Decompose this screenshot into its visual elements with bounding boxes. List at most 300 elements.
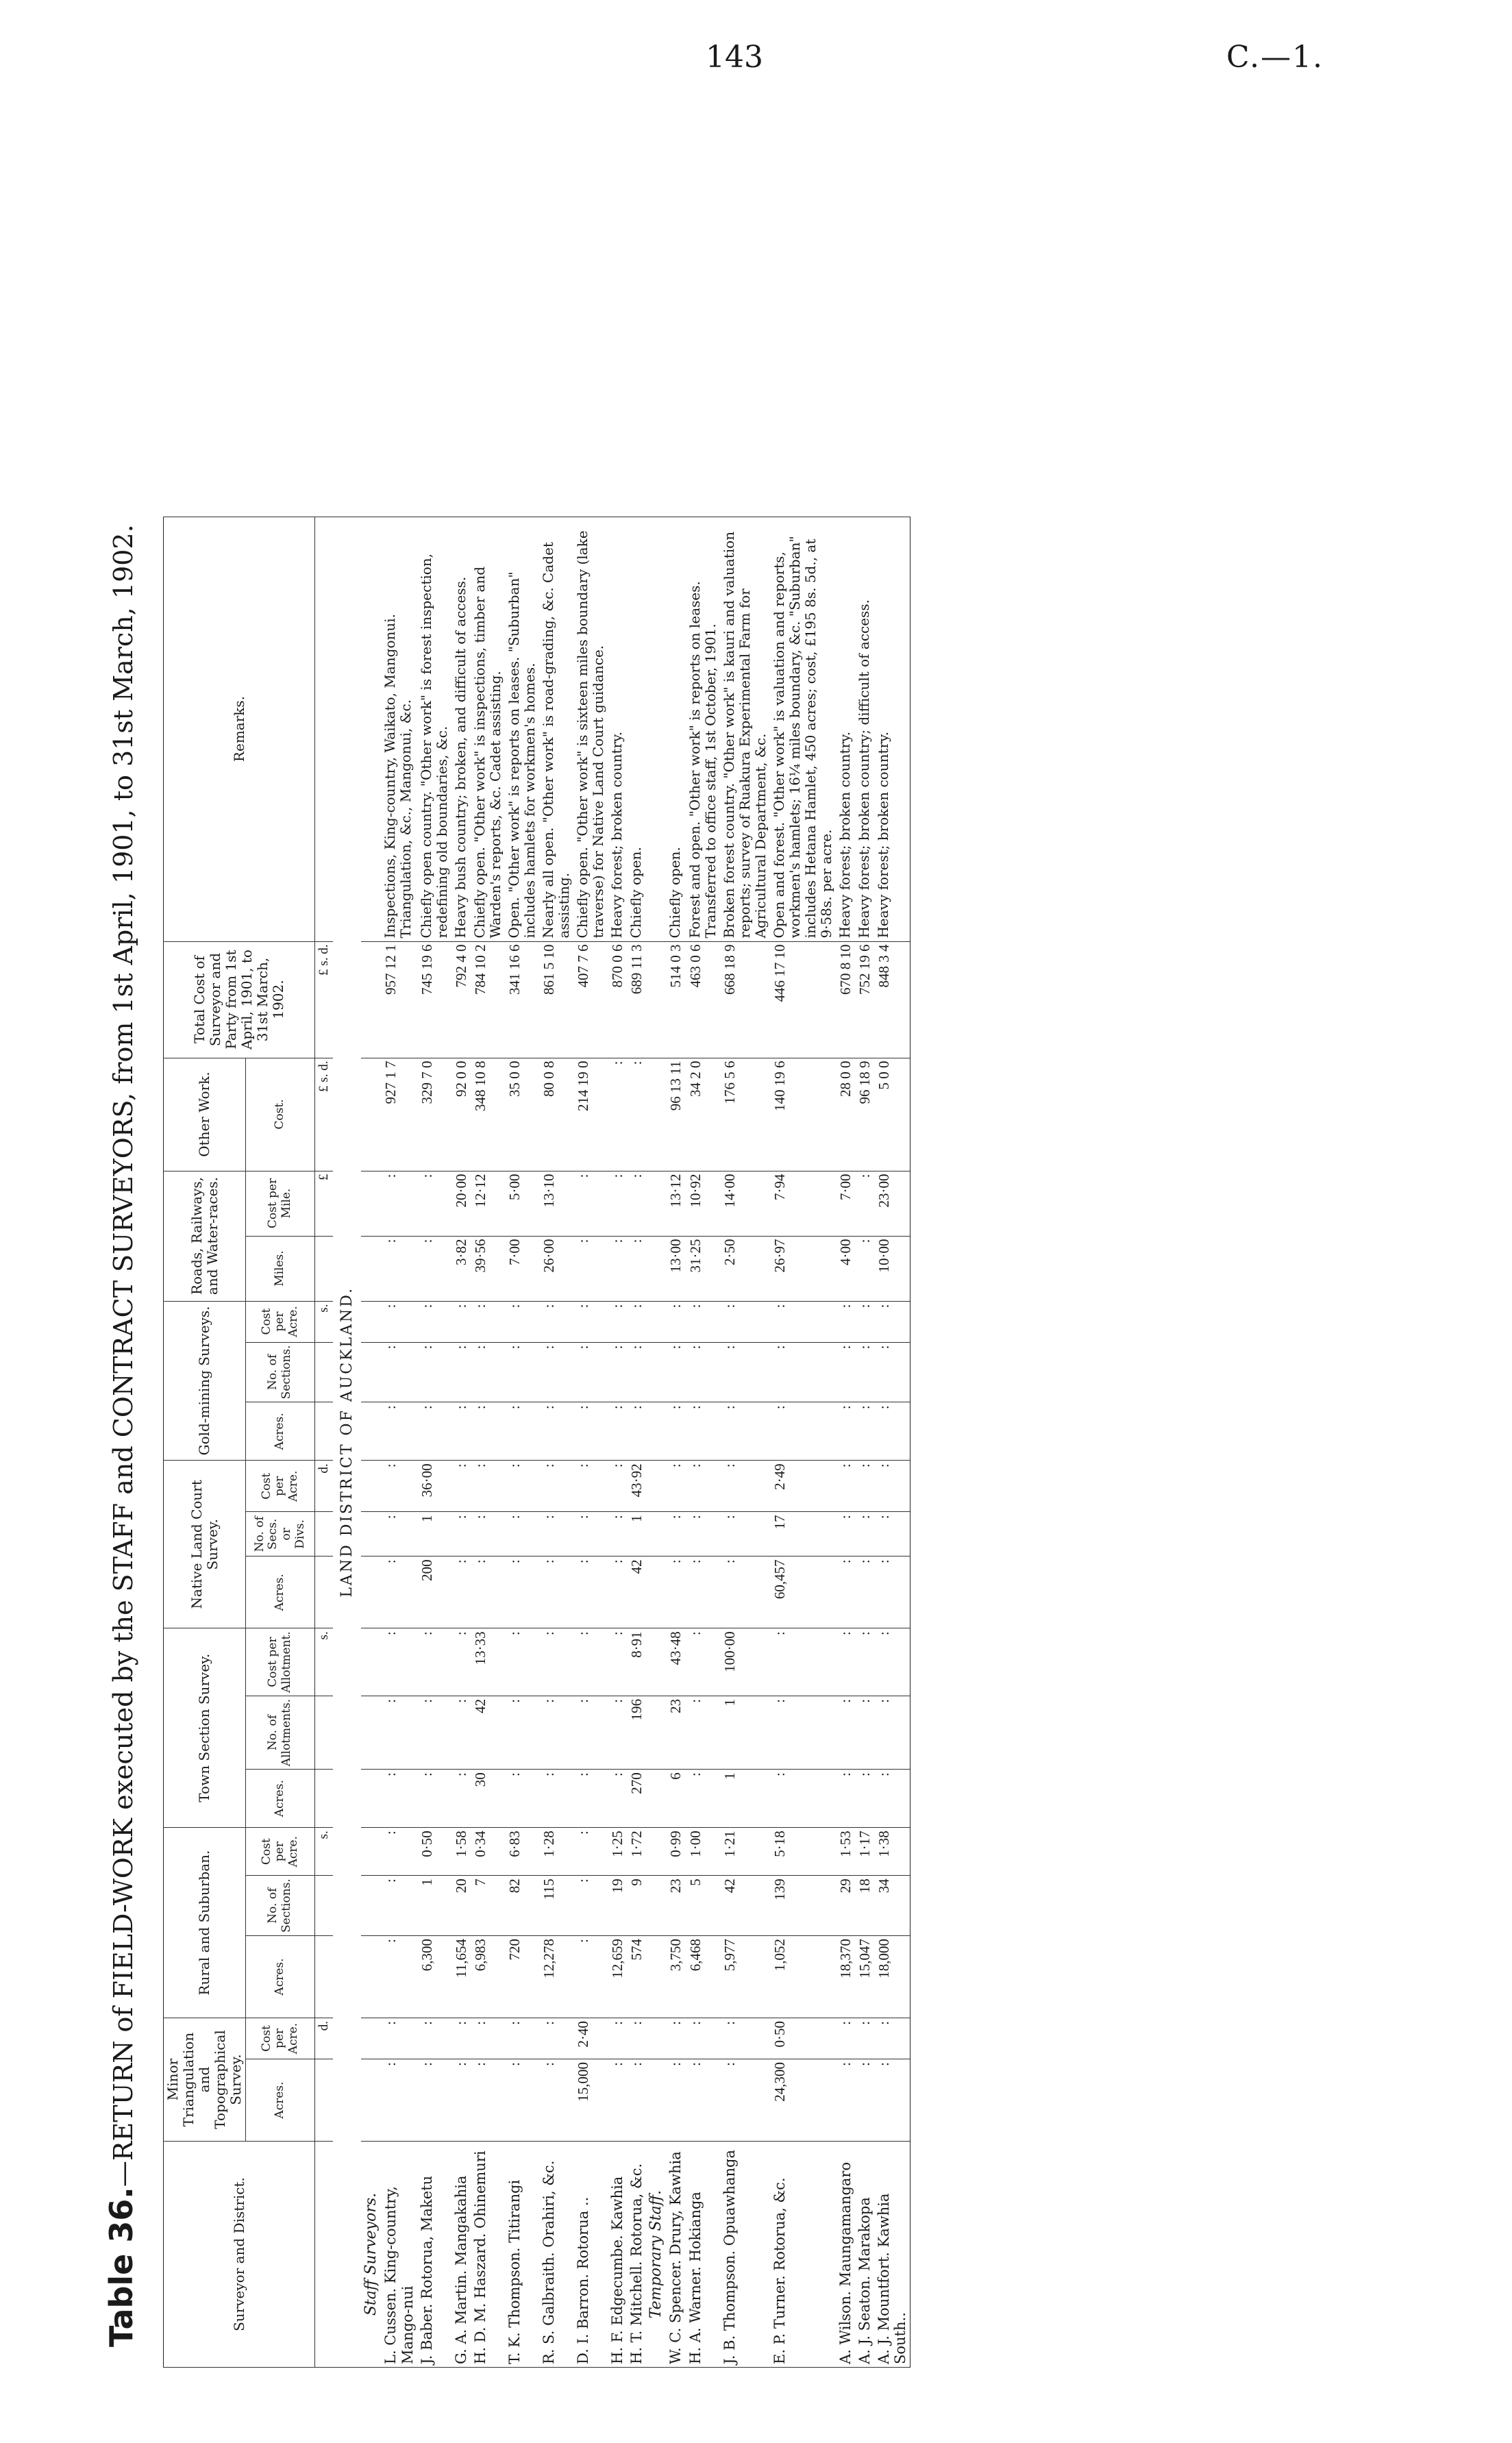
subhead-label: Staff Surveyors. — [361, 2142, 381, 2368]
cell-n-cost: : — [471, 1461, 505, 1512]
cell-other: 96 13 11 — [666, 1058, 685, 1171]
cell-g-secs: : — [451, 1342, 471, 1402]
cell-total: 668 18 9 — [720, 941, 770, 1058]
cell-n-cost: : — [720, 1461, 770, 1512]
cell-tri-acres: : — [505, 2059, 539, 2142]
cell-g-cost: : — [471, 1301, 505, 1342]
cell-per-mile: 13·10 — [539, 1171, 573, 1236]
cell-g-secs: : — [770, 1342, 836, 1402]
surveyor-cell: H. F. Edgecumbe. Kawhia — [608, 2142, 627, 2368]
cell-t-allot: : — [505, 1696, 539, 1769]
table-number: Table 36. — [103, 2187, 140, 2347]
cell-n-cost: 43·92 — [627, 1461, 646, 1512]
cell-n-secs: : — [451, 1512, 471, 1557]
cell-tri-cost: : — [836, 2018, 855, 2059]
cell-per-mile: 7·94 — [770, 1171, 836, 1236]
cell-g-acres: : — [686, 1402, 720, 1461]
surveyor-cell: E. P. Turner. Rotorua, &c. — [770, 2142, 836, 2368]
cell-t-allot: : — [770, 1696, 836, 1769]
cell-n-cost: : — [451, 1461, 471, 1512]
cell-r-cost: 1·17 — [855, 1828, 874, 1876]
cell-per-mile: 7·00 — [836, 1171, 855, 1236]
cell-t-allot: : — [686, 1696, 720, 1769]
cell-n-acres: : — [381, 1557, 417, 1628]
col-town: Town Section Survey. — [164, 1628, 246, 1828]
cell-g-cost: : — [608, 1301, 627, 1342]
cell-miles: 13·00 — [666, 1236, 685, 1301]
cell-g-cost: : — [417, 1301, 451, 1342]
unit-lsd: £ s. d. — [315, 1058, 333, 1171]
cell-n-secs: : — [666, 1512, 685, 1557]
cell-per-mile: 14·00 — [720, 1171, 770, 1236]
cell-r-secs: 29 — [836, 1876, 855, 1936]
cell-r-cost: 0·50 — [417, 1828, 451, 1876]
surveyor-cell: J. Baber. Rotorua, Maketu — [417, 2142, 451, 2368]
surveyor-cell: H. A. Warner. Hokianga — [686, 2142, 720, 2368]
surveyor-cell: D. I. Barron. Rotorua .. — [573, 2142, 608, 2368]
col-total: Total Cost of Surveyor and Party from 1st April, 1901, to 31st March, 1902. — [164, 941, 315, 1058]
cell-r-cost: 5·18 — [770, 1828, 836, 1876]
cell-tri-cost: : — [855, 2018, 874, 2059]
cell-n-cost: : — [874, 1461, 910, 1512]
cell-t-allot: : — [573, 1696, 608, 1769]
cell-g-secs: : — [836, 1342, 855, 1402]
cell-n-acres: : — [573, 1557, 608, 1628]
cell-t-allot: 23 — [666, 1696, 685, 1769]
sub-acres: Acres. — [246, 1402, 315, 1461]
cell-n-acres: : — [686, 1557, 720, 1628]
cell-t-acres: 30 — [471, 1770, 505, 1828]
cell-g-cost: : — [686, 1301, 720, 1342]
cell-r-cost: 6·83 — [505, 1828, 539, 1876]
cell-t-cost: 13·33 — [471, 1628, 505, 1696]
cell-g-cost: : — [720, 1301, 770, 1342]
cell-r-acres: 12,659 — [608, 1936, 627, 2018]
cell-t-allot: : — [608, 1696, 627, 1769]
cell-t-cost: : — [855, 1628, 874, 1696]
cell-r-cost: 0·99 — [666, 1828, 685, 1876]
sub-no-secs-divs: No. of Secs. or Divs. — [246, 1512, 315, 1557]
cell-r-secs: : — [381, 1876, 417, 1936]
col-surveyor: Surveyor and District. — [164, 2142, 315, 2368]
cell-n-cost: : — [666, 1461, 685, 1512]
cell-other: 35 0 0 — [505, 1058, 539, 1171]
cell-t-acres: : — [855, 1770, 874, 1828]
cell-tri-acres: : — [471, 2059, 505, 2142]
cell-t-allot: : — [836, 1696, 855, 1769]
remarks-cell: Heavy forest; broken country. — [836, 517, 855, 941]
subhead-row — [361, 517, 381, 2367]
cell-t-allot: : — [417, 1696, 451, 1769]
cell-g-acres: : — [627, 1402, 646, 1461]
cell-other: 28 0 0 — [836, 1058, 855, 1171]
cell-tri-cost: : — [381, 2018, 417, 2059]
remarks-cell: Chiefly open. — [627, 517, 646, 941]
surveyor-cell: R. S. Galbraith. Orahiri, &c. — [539, 2142, 573, 2368]
cell-tri-cost: 0·50 — [770, 2018, 836, 2059]
remarks-cell: Heavy bush country; broken, and difficult of access. — [451, 517, 471, 941]
col-native: Native Land Court Survey. — [164, 1461, 246, 1628]
cell-g-acres: : — [417, 1402, 451, 1461]
cell-r-cost: 1·58 — [451, 1828, 471, 1876]
section-row — [333, 517, 361, 2367]
cell-t-allot: 1 — [720, 1696, 770, 1769]
cell-n-secs: : — [686, 1512, 720, 1557]
cell-miles: : — [417, 1236, 451, 1301]
cell-n-acres: 60,457 — [770, 1557, 836, 1628]
table-row — [471, 517, 505, 2367]
cell-g-acres: : — [720, 1402, 770, 1461]
cell-n-acres: : — [720, 1557, 770, 1628]
cell-other: 329 7 0 — [417, 1058, 451, 1171]
cell-t-cost: : — [573, 1628, 608, 1696]
cell-miles: : — [608, 1236, 627, 1301]
cell-n-acres: : — [855, 1557, 874, 1628]
cell-g-cost: : — [666, 1301, 685, 1342]
cell-n-cost: : — [608, 1461, 627, 1512]
cell-t-allot: : — [874, 1696, 910, 1769]
cell-n-acres: : — [666, 1557, 685, 1628]
col-remarks: Remarks. — [164, 517, 315, 941]
cell-n-secs: 17 — [770, 1512, 836, 1557]
cell-n-secs: : — [836, 1512, 855, 1557]
unit-shillings: s. — [315, 1628, 333, 1696]
cell-t-acres: : — [608, 1770, 627, 1828]
cell-total: 745 19 6 — [417, 941, 451, 1058]
cell-n-cost: : — [836, 1461, 855, 1512]
cell-t-cost: : — [417, 1628, 451, 1696]
cell-tri-acres: : — [855, 2059, 874, 2142]
cell-miles: 4·00 — [836, 1236, 855, 1301]
page-number: 143 — [706, 40, 763, 75]
sub-cost-per-acre: Cost per Acre. — [246, 1461, 315, 1512]
remarks-cell: Chiefly open. "Other work" is sixteen miles boundary (lake traverse) for Native Land Court guidance. — [573, 517, 608, 941]
cell-r-acres: 15,047 — [855, 1936, 874, 2018]
cell-r-secs: 5 — [686, 1876, 720, 1936]
cell-other: 92 0 0 — [451, 1058, 471, 1171]
sub-cost: Cost. — [246, 1058, 315, 1171]
cell-r-secs: 34 — [874, 1876, 910, 1936]
cell-per-mile: 10·92 — [686, 1171, 720, 1236]
surveyor-cell: H. T. Mitchell. Rotorua, &c. — [627, 2142, 646, 2368]
cell-n-cost: : — [381, 1461, 417, 1512]
remarks-cell: Nearly all open. "Other work" is road-grading, &c. Cadet assisting. — [539, 517, 573, 941]
cell-per-mile: : — [627, 1171, 646, 1236]
cell-n-secs: : — [608, 1512, 627, 1557]
cell-g-acres: : — [451, 1402, 471, 1461]
cell-r-cost: : — [573, 1828, 608, 1876]
cell-g-acres: : — [539, 1402, 573, 1461]
cell-t-cost: : — [539, 1628, 573, 1696]
cell-total: 957 12 1 — [381, 941, 417, 1058]
cell-tri-cost: : — [686, 2018, 720, 2059]
cell-total: 784 10 2 — [471, 941, 505, 1058]
cell-r-acres: 18,000 — [874, 1936, 910, 2018]
cell-g-acres: : — [573, 1402, 608, 1461]
cell-g-acres: : — [471, 1402, 505, 1461]
cell-r-acres: 12,278 — [539, 1936, 573, 2018]
cell-t-allot: 196 — [627, 1696, 646, 1769]
table-row — [381, 517, 417, 2367]
cell-r-cost: 1·38 — [874, 1828, 910, 1876]
cell-t-acres: 1 — [720, 1770, 770, 1828]
cell-t-acres: : — [539, 1770, 573, 1828]
sub-acres: Acres. — [246, 1557, 315, 1628]
cell-g-acres: : — [855, 1402, 874, 1461]
cell-r-acres: 1,052 — [770, 1936, 836, 2018]
cell-r-acres: : — [573, 1936, 608, 2018]
cell-r-secs: 20 — [451, 1876, 471, 1936]
cell-r-secs: 82 — [505, 1876, 539, 1936]
cell-g-cost: : — [505, 1301, 539, 1342]
cell-miles: 39·56 — [471, 1236, 505, 1301]
cell-miles: : — [855, 1236, 874, 1301]
cell-r-cost: 1·72 — [627, 1828, 646, 1876]
table-row — [770, 517, 836, 2367]
cell-t-cost: : — [836, 1628, 855, 1696]
sub-cost-per-acre: Cost per Acre. — [246, 2018, 315, 2059]
cell-tri-acres: : — [686, 2059, 720, 2142]
cell-total: 792 4 0 — [451, 941, 471, 1058]
cell-r-secs: 23 — [666, 1876, 685, 1936]
cell-other: 34 2 0 — [686, 1058, 720, 1171]
cell-r-secs: 1 — [417, 1876, 451, 1936]
cell-n-secs: : — [381, 1512, 417, 1557]
unit-lsd: £ s. d. — [315, 941, 333, 1058]
cell-tri-acres: : — [874, 2059, 910, 2142]
cell-r-secs: 7 — [471, 1876, 505, 1936]
cell-g-secs: : — [627, 1342, 646, 1402]
cell-t-acres: 6 — [666, 1770, 685, 1828]
cell-r-cost: : — [381, 1828, 417, 1876]
cell-other: 214 19 0 — [573, 1058, 608, 1171]
cell-g-cost: : — [770, 1301, 836, 1342]
cell-n-acres: : — [608, 1557, 627, 1628]
cell-tri-cost: 2·40 — [573, 2018, 608, 2059]
cell-r-secs: 139 — [770, 1876, 836, 1936]
cell-g-secs: : — [720, 1342, 770, 1402]
cell-total: 407 7 6 — [573, 941, 608, 1058]
cell-total: 670 8 10 — [836, 941, 855, 1058]
remarks-cell: Open and forest. "Other work" is valuation and reports, workmen's hamlets; 16¼ miles boundary, &c. "Suburban" includes Hetana Hamlet, 450 acres; cost, £195 8s. 5d., at 9·58s. per acre. — [770, 517, 836, 941]
table-row — [608, 517, 627, 2367]
surveyor-cell: A. Wilson. Maungamangaro — [836, 2142, 855, 2368]
cell-g-cost: : — [836, 1301, 855, 1342]
document-reference: C.—1. — [1226, 40, 1324, 75]
cell-n-secs: : — [505, 1512, 539, 1557]
cell-n-secs: 1 — [627, 1512, 646, 1557]
cell-n-acres: 200 — [417, 1557, 451, 1628]
cell-n-acres: : — [836, 1557, 855, 1628]
cell-tri-acres: 24,300 — [770, 2059, 836, 2142]
cell-n-cost: : — [505, 1461, 539, 1512]
cell-g-acres: : — [836, 1402, 855, 1461]
cell-tri-cost: : — [471, 2018, 505, 2059]
cell-tri-acres: : — [381, 2059, 417, 2142]
cell-miles: : — [381, 1236, 417, 1301]
units-row — [315, 517, 333, 2367]
cell-t-cost: : — [608, 1628, 627, 1696]
remarks-cell: Chiefly open. — [666, 517, 685, 941]
cell-t-cost: 8·91 — [627, 1628, 646, 1696]
cell-tri-acres: : — [417, 2059, 451, 2142]
cell-miles: 31·25 — [686, 1236, 720, 1301]
table-row — [686, 517, 720, 2367]
cell-tri-acres: : — [451, 2059, 471, 2142]
cell-g-cost: : — [381, 1301, 417, 1342]
sub-cost-per-allotment: Cost per Allotment. — [246, 1628, 315, 1696]
cell-r-secs: 18 — [855, 1876, 874, 1936]
table-row — [573, 517, 608, 2367]
cell-other: 348 10 8 — [471, 1058, 505, 1171]
cell-t-acres: : — [451, 1770, 471, 1828]
cell-g-cost: : — [539, 1301, 573, 1342]
cell-miles: 7·00 — [505, 1236, 539, 1301]
cell-miles: 3·82 — [451, 1236, 471, 1301]
field-work-table — [163, 517, 910, 2368]
cell-total: 514 0 3 — [666, 941, 685, 1058]
col-roads: Roads, Railways, and Water-races. — [164, 1171, 246, 1301]
cell-total: 752 19 6 — [855, 941, 874, 1058]
cell-other: 5 0 0 — [874, 1058, 910, 1171]
cell-g-acres: : — [381, 1402, 417, 1461]
table-row — [627, 517, 646, 2367]
surveyor-cell: A. J. Seaton. Marakopa — [855, 2142, 874, 2368]
cell-n-acres: : — [874, 1557, 910, 1628]
cell-g-cost: : — [855, 1301, 874, 1342]
remarks-cell: Inspections, King-country, Waikato, Mangonui. Triangulation, &c., Mangonui, &c. — [381, 517, 417, 941]
cell-r-cost: 1·28 — [539, 1828, 573, 1876]
cell-t-cost: : — [505, 1628, 539, 1696]
table-row — [417, 517, 451, 2367]
cell-g-secs: : — [539, 1342, 573, 1402]
cell-g-secs: : — [381, 1342, 417, 1402]
cell-g-secs: : — [471, 1342, 505, 1402]
remarks-cell: Forest and open. "Other work" is reports on leases. Transferred to office staff, 1st October, 1901. — [686, 517, 720, 941]
sub-cost-per-acre: Cost per Acre. — [246, 1301, 315, 1342]
unit-shillings: s. — [315, 1301, 333, 1342]
cell-n-acres: : — [539, 1557, 573, 1628]
cell-tri-cost: : — [417, 2018, 451, 2059]
cell-n-secs: : — [471, 1512, 505, 1557]
cell-g-cost: : — [874, 1301, 910, 1342]
unit-pound: £ — [315, 1171, 333, 1236]
cell-r-acres: 6,300 — [417, 1936, 451, 2018]
cell-g-acres: : — [874, 1402, 910, 1461]
cell-n-cost: : — [855, 1461, 874, 1512]
unit-shillings: s. — [315, 1828, 333, 1876]
unit-pence: d. — [315, 2018, 333, 2059]
cell-g-secs: : — [608, 1342, 627, 1402]
cell-per-mile: 20·00 — [451, 1171, 471, 1236]
cell-g-secs: : — [686, 1342, 720, 1402]
rotated-table-block — [103, 121, 1391, 2368]
cell-r-secs: 42 — [720, 1876, 770, 1936]
surveyor-cell: J. B. Thompson. Opuawhanga — [720, 2142, 770, 2368]
cell-g-secs: : — [855, 1342, 874, 1402]
cell-tri-acres: : — [608, 2059, 627, 2142]
cell-total: 848 3 4 — [874, 941, 910, 1058]
cell-miles: 10·00 — [874, 1236, 910, 1301]
cell-g-secs: : — [417, 1342, 451, 1402]
remarks-cell: Broken forest country. "Other work" is kauri and valuation reports; survey of Ruakura Experimental Farm for Agricultural Department, &c. — [720, 517, 770, 941]
cell-r-cost: 1·21 — [720, 1828, 770, 1876]
cell-per-mile: : — [855, 1171, 874, 1236]
cell-g-secs: : — [874, 1342, 910, 1402]
cell-t-acres: : — [417, 1770, 451, 1828]
cell-n-acres: : — [471, 1557, 505, 1628]
cell-total: 870 0 6 — [608, 941, 627, 1058]
cell-per-mile: : — [573, 1171, 608, 1236]
cell-miles: : — [573, 1236, 608, 1301]
cell-t-acres: : — [686, 1770, 720, 1828]
cell-tri-cost: : — [451, 2018, 471, 2059]
cell-t-acres: : — [874, 1770, 910, 1828]
cell-n-acres: : — [451, 1557, 471, 1628]
surveyor-cell: W. C. Spencer. Drury, Kawhia — [666, 2142, 685, 2368]
cell-r-acres: 720 — [505, 1936, 539, 2018]
cell-tri-cost: : — [539, 2018, 573, 2059]
cell-n-secs: : — [720, 1512, 770, 1557]
cell-t-cost: 100·00 — [720, 1628, 770, 1696]
cell-g-acres: : — [608, 1402, 627, 1461]
cell-t-cost: : — [451, 1628, 471, 1696]
table-row — [874, 517, 910, 2367]
sub-no-sections: No. of Sections. — [246, 1876, 315, 1936]
cell-tri-cost: : — [608, 2018, 627, 2059]
cell-g-secs: : — [573, 1342, 608, 1402]
cell-tri-acres: : — [666, 2059, 685, 2142]
cell-n-cost: : — [539, 1461, 573, 1512]
table-title-text: —RETURN of FIELD-WORK executed by the STAFF and CONTRACT SURVEYORS, from 1st April, 1901, to 31st March, 1902. — [108, 524, 138, 2187]
cell-n-acres: 42 — [627, 1557, 646, 1628]
cell-per-mile: : — [608, 1171, 627, 1236]
cell-r-acres: 6,983 — [471, 1936, 505, 2018]
remarks-cell: Open. "Other work" is reports on leases. "Suburban" includes hamlets for workmen's homes. — [505, 517, 539, 941]
sub-acres: Acres. — [246, 2059, 315, 2142]
cell-t-acres: : — [381, 1770, 417, 1828]
cell-t-acres: : — [770, 1770, 836, 1828]
table-row — [505, 517, 539, 2367]
cell-t-cost: : — [770, 1628, 836, 1696]
table-row — [855, 517, 874, 2367]
sub-no-sections: No. of Sections. — [246, 1342, 315, 1402]
remarks-cell: Heavy forest; broken country. — [874, 517, 910, 941]
cell-r-cost: 1·53 — [836, 1828, 855, 1876]
surveyor-cell: T. K. Thompson. Titirangi — [505, 2142, 539, 2368]
cell-total: 341 16 6 — [505, 941, 539, 1058]
cell-per-mile: 23·00 — [874, 1171, 910, 1236]
cell-tri-cost: : — [874, 2018, 910, 2059]
cell-r-cost: 0·34 — [471, 1828, 505, 1876]
cell-t-cost: : — [381, 1628, 417, 1696]
cell-per-mile: 12·12 — [471, 1171, 505, 1236]
cell-t-allot: 42 — [471, 1696, 505, 1769]
cell-r-acres: : — [381, 1936, 417, 2018]
cell-tri-acres: 15,000 — [573, 2059, 608, 2142]
cell-t-cost: : — [686, 1628, 720, 1696]
cell-g-acres: : — [505, 1402, 539, 1461]
cell-n-secs: : — [539, 1512, 573, 1557]
cell-total: 463 0 6 — [686, 941, 720, 1058]
cell-miles: 26·00 — [539, 1236, 573, 1301]
cell-g-acres: : — [770, 1402, 836, 1461]
table-row — [666, 517, 685, 2367]
land-district-heading: LAND DISTRICT OF AUCKLAND. — [333, 517, 361, 2367]
sub-cost-per-acre: Cost per Acre. — [246, 1828, 315, 1876]
surveyor-cell: G. A. Martin. Mangakahia — [451, 2142, 471, 2368]
cell-t-acres: 270 — [627, 1770, 646, 1828]
